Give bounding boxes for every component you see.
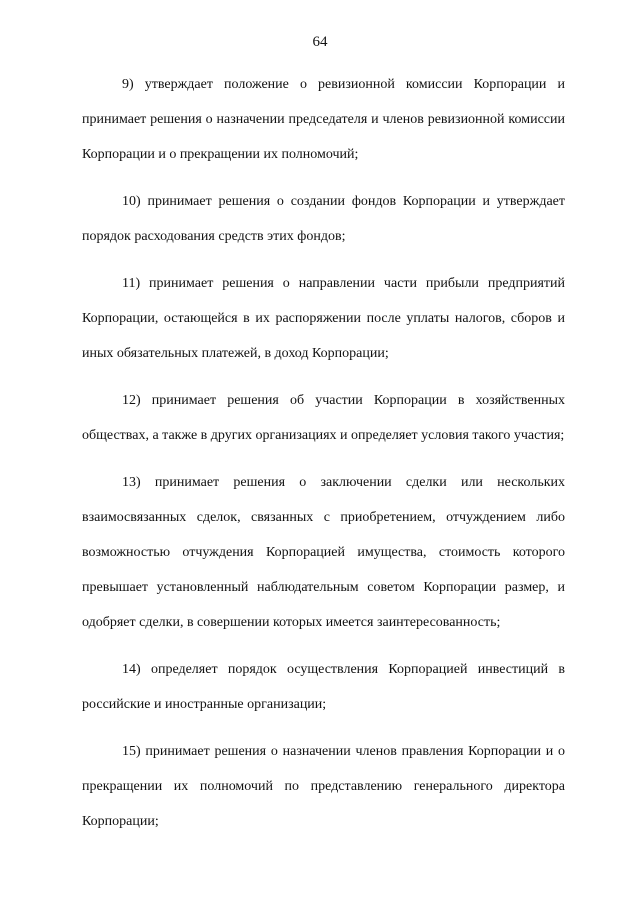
paragraph-item-11: 11) принимает решения о направлении части прибыли предприятий Корпорации, остающейся в их распоряжении после уплаты налогов, сборов и иных обязательных платежей, в доход Корпорации; <box>82 276 565 361</box>
paragraph-item-9: 9) утверждает положение о ревизионной комиссии Корпорации и принимает решения о назначении председателя и членов ревизионной комиссии Корпорации и о прекращении их полномочий; <box>82 77 565 162</box>
paragraph-item-14: 14) определяет порядок осуществления Корпорацией инвестиций в российские и иностранные организации; <box>82 662 565 712</box>
document-body <box>82 67 565 851</box>
paragraph-item-15: 15) принимает решения о назначении членов правления Корпорации и о прекращении их полномочий по представлению генерального директора Корпорации; <box>82 744 565 829</box>
paragraph-item-13: 13) принимает решения о заключении сделки или нескольких взаимосвязанных сделок, связанных с приобретением, отчуждением либо возможностью отчуждения Корпорацией имущества, стоимость которого превышает установленный наблюдательным советом Корпорации размер, и одобряет сделки, в совершении которых имеется заинтересованность; <box>82 475 565 630</box>
paragraph-item-12: 12) принимает решения об участии Корпорации в хозяйственных обществах, а также в других организациях и определяет условия такого участия; <box>82 393 565 443</box>
page-number: 64 <box>312 34 328 50</box>
paragraph-item-10: 10) принимает решения о создании фондов Корпорации и утверждает порядок расходования средств этих фондов; <box>82 194 565 244</box>
